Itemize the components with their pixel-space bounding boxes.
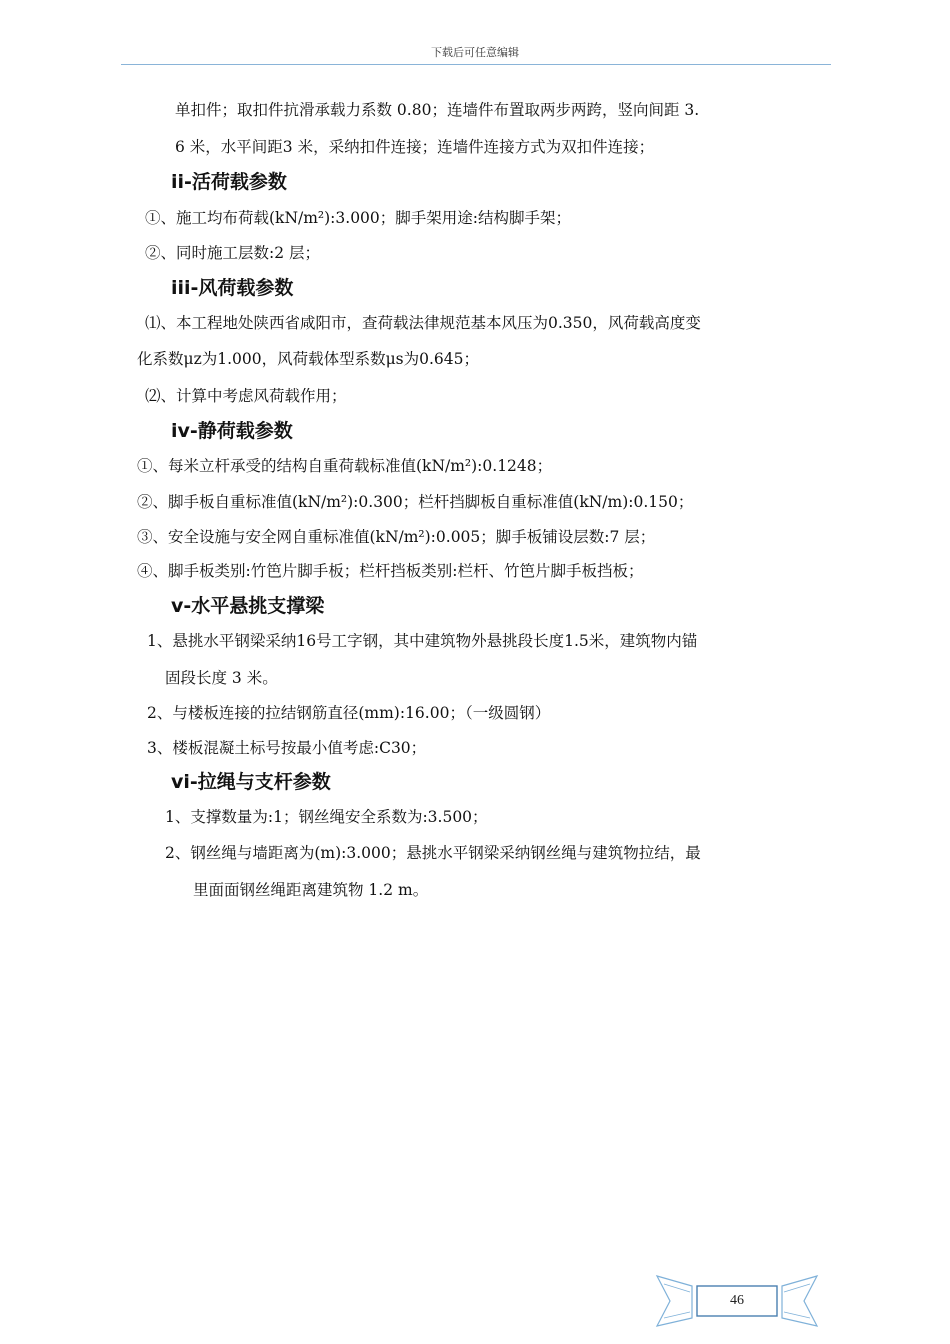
body-line: ③、安全设施与安全网自重标准值(kN/m²):0.005；脚手板铺设层数:7 层； (137, 528, 656, 546)
body-line: 1、支撑数量为:1；钢丝绳安全系数为:3.500； (165, 808, 488, 826)
section-heading-static-load: iv-静荷载参数 (171, 420, 293, 442)
body-line: ④、脚手板类别:竹笆片脚手板；栏杆挡板类别:栏杆、竹笆片脚手板挡板； (137, 562, 644, 580)
body-line: 6 米，水平间距3 米，采纳扣件连接；连墙件连接方式为双扣件连接； (175, 138, 655, 156)
body-line: 2、与楼板连接的拉结钢筋直径(mm):16.00；（一级圆钢） (147, 704, 551, 722)
header-rule (121, 64, 831, 65)
body-line: 3、楼板混凝土标号按最小值考虑:C30； (147, 739, 427, 757)
section-heading-rope-strut: vi-拉绳与支杆参数 (171, 771, 331, 793)
body-line: 化系数μz为1.000，风荷载体型系数μs为0.645； (137, 350, 480, 368)
body-line: 1、悬挑水平钢梁采纳16号工字钢，其中建筑物外悬挑段长度1.5米，建筑物内锚 (147, 632, 698, 650)
page-number: 46 (730, 1293, 744, 1308)
body-line: ②、脚手板自重标准值(kN/m²):0.300；栏杆挡脚板自重标准值(kN/m):0.150； (137, 493, 694, 511)
body-line: ①、每米立杆承受的结构自重荷载标准值(kN/m²):0.1248； (137, 457, 553, 475)
page-header: 下载后可任意编辑 (431, 46, 519, 59)
section-heading-cantilever-beam: v-水平悬挑支撑梁 (171, 595, 325, 617)
body-line: ⑴、本工程地处陕西省咸阳市，查荷载法律规范基本风压为0.350，风荷载高度变 (145, 314, 701, 332)
body-line: ⑵、计算中考虑风荷载作用； (145, 387, 347, 405)
body-line: 单扣件；取扣件抗滑承载力系数 0.80；连墙件布置取两步两跨，竖向间距 3. (175, 101, 700, 119)
body-line: ①、施工均布荷载(kN/m²):3.000；脚手架用途:结构脚手架； (145, 209, 572, 227)
body-line: 2、钢丝绳与墙距离为(m):3.000；悬挑水平钢梁采纳钢丝绳与建筑物拉结，最 (165, 844, 701, 862)
body-line: 里面面钢丝绳距离建筑物 1.2 m。 (193, 881, 429, 899)
section-heading-wind-load: iii-风荷载参数 (171, 277, 294, 299)
section-heading-live-load: ii-活荷载参数 (171, 171, 287, 193)
body-line: 固段长度 3 米。 (165, 669, 278, 687)
body-line: ②、同时施工层数:2 层； (145, 244, 321, 262)
